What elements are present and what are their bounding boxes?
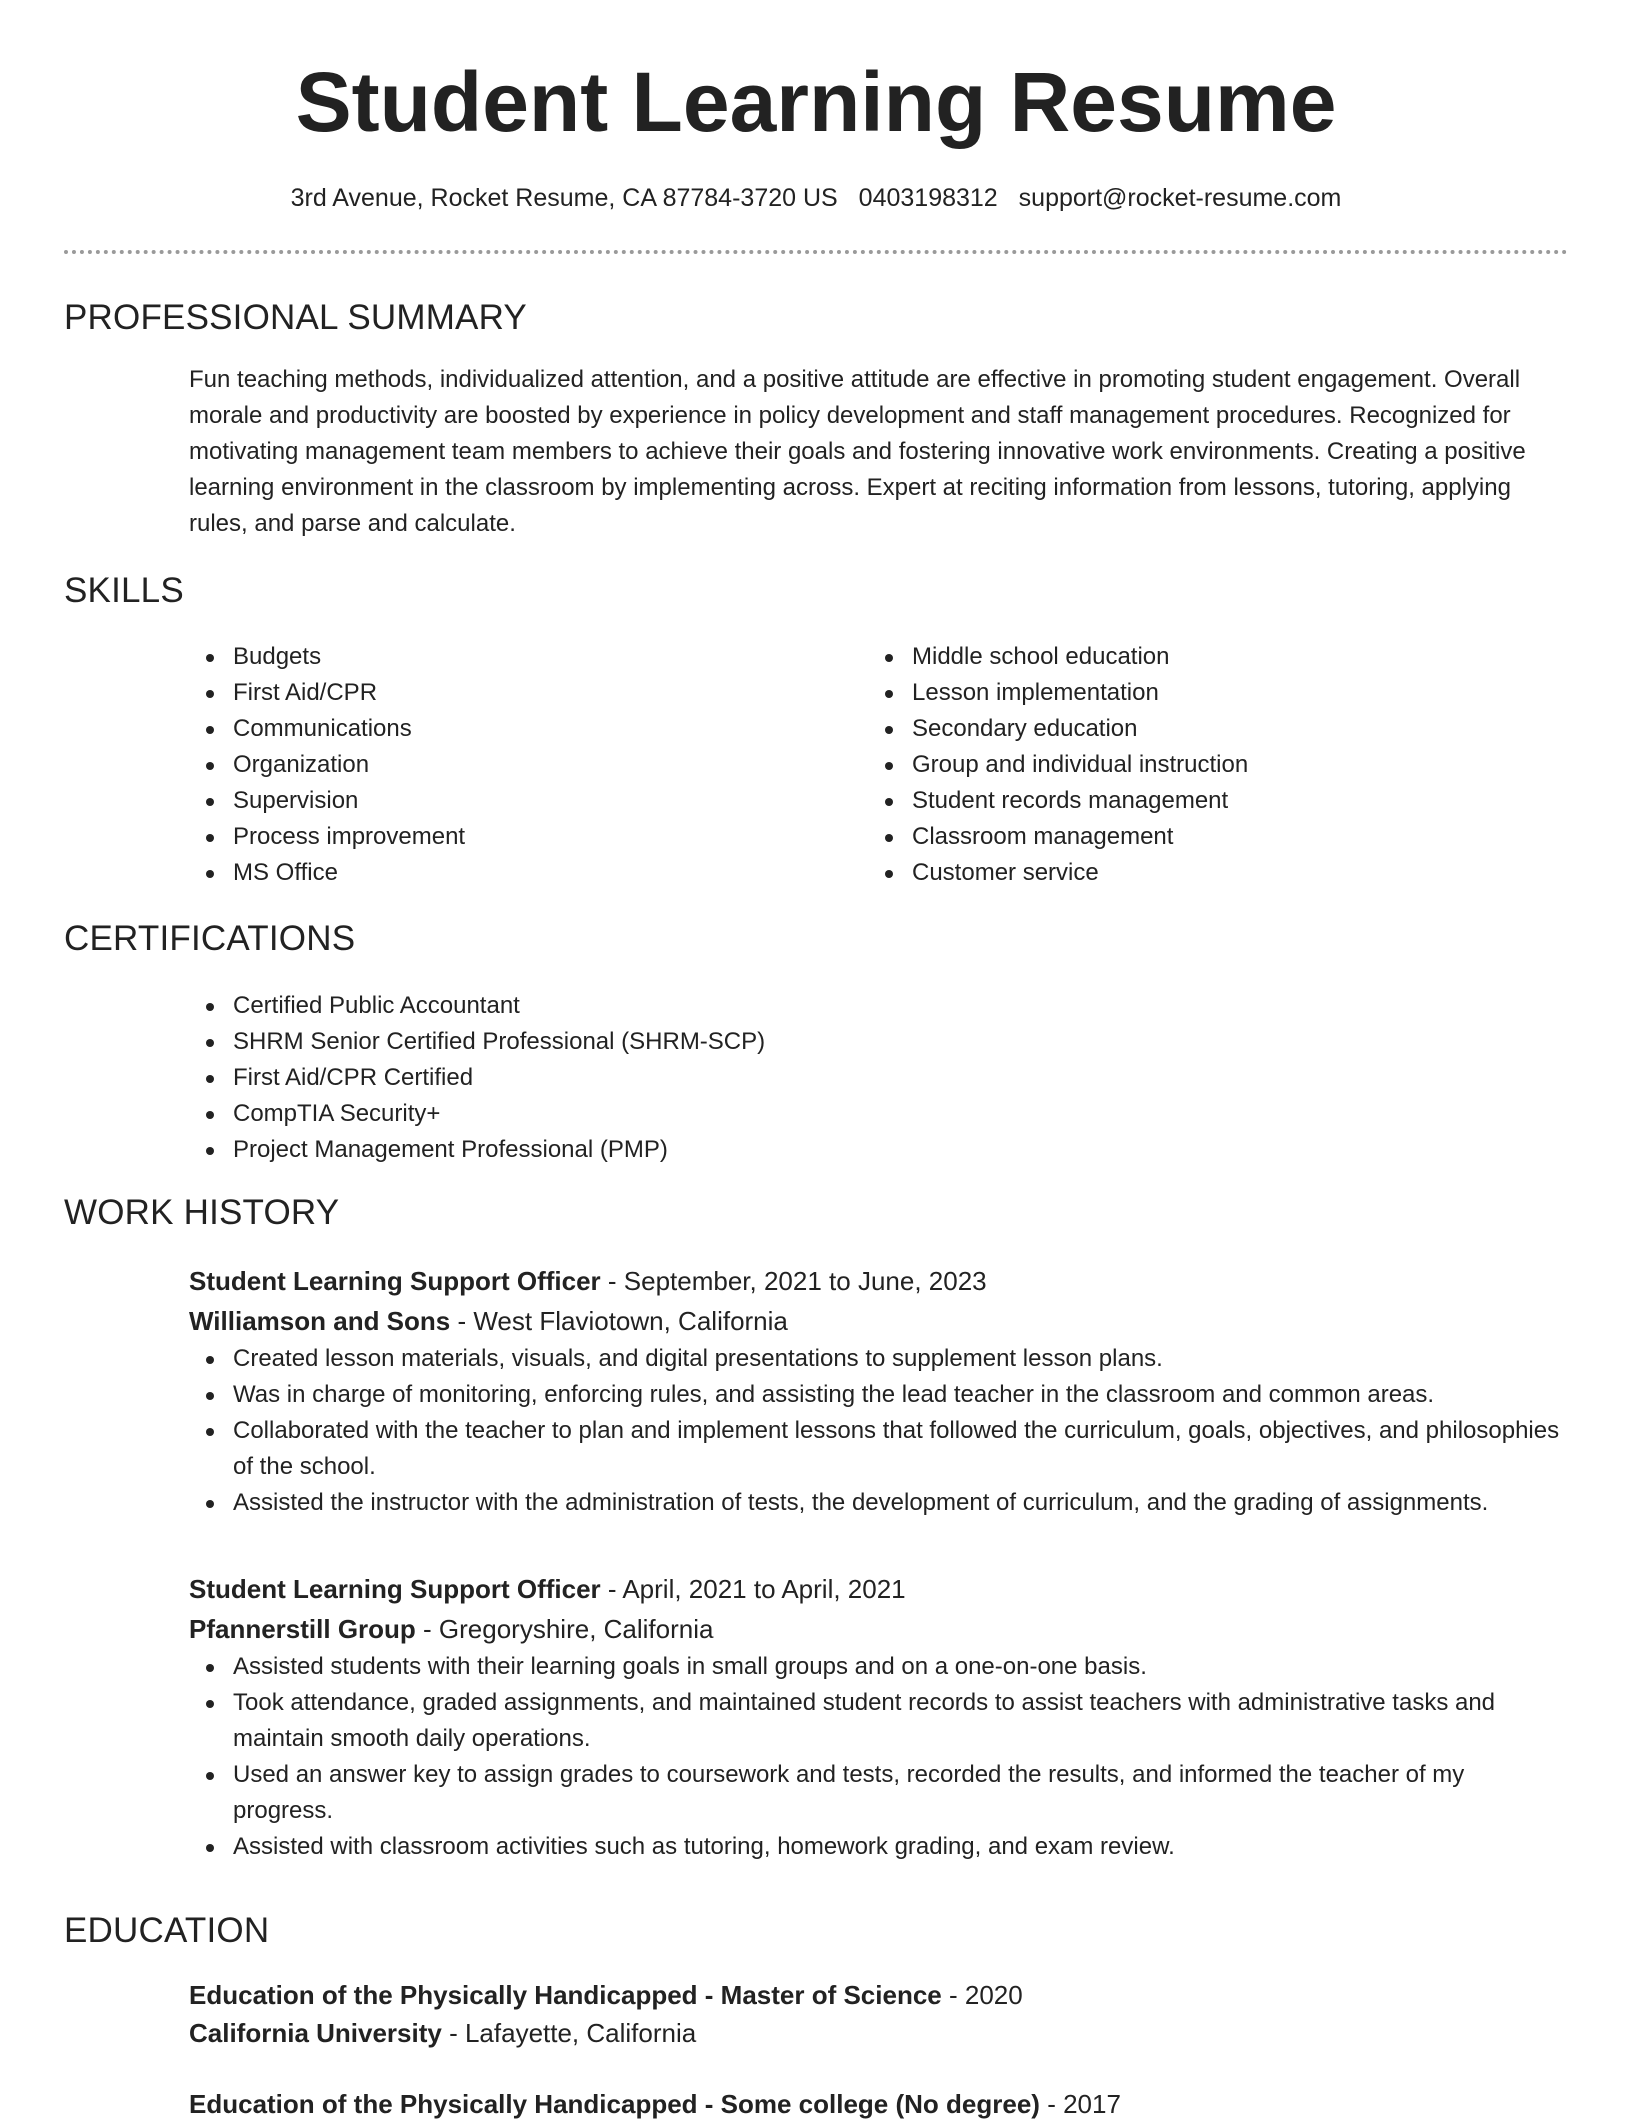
- job-dates: - September, 2021 to June, 2023: [600, 1266, 987, 1296]
- job-company: Pfannerstill Group: [189, 1614, 416, 1644]
- job-duty: Was in charge of monitoring, enforcing rules, and assisting the lead teacher in the classroom and common areas.: [189, 1377, 1569, 1413]
- education-degree-line: [189, 1976, 1569, 2014]
- certifications-list: [189, 988, 1569, 1168]
- certifications-heading: CERTIFICATIONS: [64, 919, 356, 958]
- contact-email: support@rocket-resume.com: [1018, 184, 1342, 212]
- job-entry: [189, 1569, 1569, 1865]
- summary-text: Fun teaching methods, individualized attention, and a positive attitude are effective in promoting student engagement. Overall morale and productivity are boosted by experience in policy development and staff management procedures. Recognized for motivating management team members to achieve their goals and fostering innovative work environments. Creating a positive learning environment in the classroom by implementing across. Expert at reciting information from lessons, tutoring, applying rules, and parse and calculate.: [189, 366, 1526, 537]
- education-location: - Lafayette, California: [441, 2018, 697, 2048]
- skill-item: Classroom management: [868, 819, 1468, 855]
- education-heading: EDUCATION: [64, 1911, 270, 1950]
- job-duty: Collaborated with the teacher to plan and implement lessons that followed the curriculum, goals, objectives, and philosophies of the school.: [189, 1413, 1569, 1485]
- skill-item: First Aid/CPR: [189, 675, 789, 711]
- job-duties: [189, 1341, 1569, 1521]
- skills-column-right: [868, 639, 1468, 891]
- education-degree-line: [189, 2085, 1569, 2123]
- job-company-line: [189, 1609, 1569, 1649]
- skill-item: Secondary education: [868, 711, 1468, 747]
- header-divider: [64, 250, 1568, 254]
- education-degree: Education of the Physically Handicapped - Some college (No degree): [189, 2089, 1040, 2119]
- job-duties: [189, 1649, 1569, 1865]
- contact-phone: 0403198312: [858, 184, 998, 212]
- job-location: - West Flaviotown, California: [450, 1306, 788, 1336]
- certification-item: CompTIA Security+: [189, 1096, 1569, 1132]
- job-company: Williamson and Sons: [189, 1306, 451, 1336]
- skill-item: Customer service: [868, 855, 1468, 891]
- skill-item: Process improvement: [189, 819, 789, 855]
- skill-item: Communications: [189, 711, 789, 747]
- job-title-line: [189, 1261, 1569, 1301]
- education-entry: [189, 1976, 1569, 2052]
- certification-item: Project Management Professional (PMP): [189, 1132, 1569, 1168]
- skill-item: Budgets: [189, 639, 789, 675]
- job-duty: Assisted with classroom activities such as tutoring, homework grading, and exam review.: [189, 1829, 1569, 1865]
- contact-address: 3rd Avenue, Rocket Resume, CA 87784-3720 US: [290, 184, 838, 212]
- skill-item: Middle school education: [868, 639, 1468, 675]
- certification-item: First Aid/CPR Certified: [189, 1060, 1569, 1096]
- education-degree: Education of the Physically Handicapped - Master of Science: [189, 1980, 942, 2010]
- job-location: - Gregoryshire, California: [415, 1614, 714, 1644]
- work-history-heading: WORK HISTORY: [64, 1193, 340, 1232]
- job-duty: Assisted students with their learning goals in small groups and on a one-on-one basis.: [189, 1649, 1569, 1685]
- skills-column-left: [189, 639, 789, 891]
- job-dates: - April, 2021 to April, 2021: [600, 1574, 906, 1604]
- education-school-line: [189, 2014, 1569, 2052]
- skill-item: Organization: [189, 747, 789, 783]
- job-company-line: [189, 1301, 1569, 1341]
- job-duty: Created lesson materials, visuals, and digital presentations to supplement lesson plans.: [189, 1341, 1569, 1377]
- job-duty: Used an answer key to assign grades to coursework and tests, recorded the results, and informed the teacher of my progress.: [189, 1757, 1569, 1829]
- skill-item: MS Office: [189, 855, 789, 891]
- certification-item: Certified Public Accountant: [189, 988, 1569, 1024]
- education-school: California University: [189, 2018, 442, 2048]
- summary-heading: PROFESSIONAL SUMMARY: [64, 298, 527, 337]
- skill-item: Lesson implementation: [868, 675, 1468, 711]
- summary-body: [189, 362, 1549, 542]
- contact-line: [0, 180, 1632, 216]
- job-entry: [189, 1261, 1569, 1521]
- job-duty: Assisted the instructor with the administration of tests, the development of curriculum, and the grading of assignments.: [189, 1485, 1569, 1521]
- education-year: - 2017: [1039, 2089, 1121, 2119]
- education-year: - 2020: [941, 1980, 1023, 2010]
- resume-name: Student Learning Resume: [295, 55, 1337, 149]
- job-role: Student Learning Support Officer: [189, 1574, 601, 1604]
- education-entry: [189, 2085, 1569, 2123]
- job-duty: Took attendance, graded assignments, and maintained student records to assist teachers with administrative tasks and maintain smooth daily operations.: [189, 1685, 1569, 1757]
- skill-item: Group and individual instruction: [868, 747, 1468, 783]
- skill-item: Supervision: [189, 783, 789, 819]
- job-role: Student Learning Support Officer: [189, 1266, 601, 1296]
- skills-heading: SKILLS: [64, 571, 184, 610]
- certification-item: SHRM Senior Certified Professional (SHRM-SCP): [189, 1024, 1569, 1060]
- skill-item: Student records management: [868, 783, 1468, 819]
- job-title-line: [189, 1569, 1569, 1609]
